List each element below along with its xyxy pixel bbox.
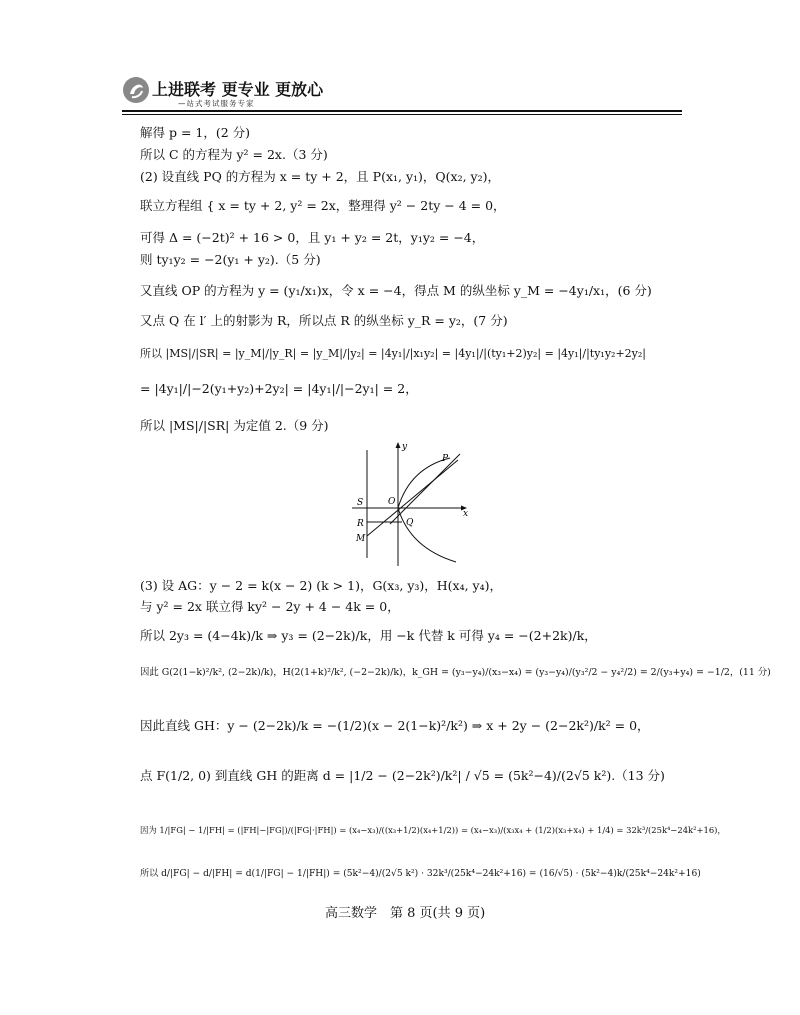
label-r: R	[357, 519, 364, 529]
solution-line: 又直线 OP 的方程为 y = (y₁/x₁)x，令 x = −4，得点 M 的纵坐标 y_M = −4y₁/x₁，(6 分)	[140, 283, 652, 298]
solution-line: 所以 d/|FG| − d/|FH| = d(1/|FG| − 1/|FH|) = (5k²−4)/(2√5 k²) · 32k³/(25k⁴−24k²+16) = (16/√5) · (5k²−4)k/(25k⁴−24k²+16)	[140, 869, 701, 879]
solution-line: 点 F(1/2, 0) 到直线 GH 的距离 d = |1/2 − (2−2k²)/k²| / √5 = (5k²−4)/(2√5 k²).（13 分)	[140, 768, 665, 783]
label-q: Q	[406, 518, 414, 528]
solution-line: 因为 1/|FG| − 1/|FH| = (|FH|−|FG|)/(|FG|·|FH|) = (x₄−x₃)/((x₃+1/2)(x₄+1/2)) = (x₄−x₃)/(x₃x₄ + (1/2)(x₃+x₄) + 1/4) = 32k³/(25k⁴−24k²+16)，	[140, 825, 726, 835]
solution-line: 因此直线 GH：y − (2−2k)/k = −(1/2)(x − 2(1−k)²/k²) ⇒ x + 2y − (2−2k²)/k² = 0，	[140, 718, 650, 733]
solution-line: 所以 2y₃ = (4−4k)/k ⇒ y₃ = (2−2k)/k，用 −k 代替 k 可得 y₄ = −(2+2k)/k，	[140, 628, 597, 643]
solution-line: 所以 C 的方程为 y² = 2x.（3 分)	[140, 147, 328, 162]
y-axis-arrow	[396, 442, 401, 448]
page-footer: 高三数学 第 8 页(共 9 页)	[325, 906, 486, 921]
solution-line: 可得 Δ = (−2t)² + 16 > 0，且 y₁ + y₂ = 2t，y₁y₂ = −4，	[140, 230, 485, 245]
solution-line: 与 y² = 2x 联立得 ky² − 2y + 4 − 4k = 0，	[140, 599, 400, 614]
solution-line: (2) 设直线 PQ 的方程为 x = ty + 2，且 P(x₁, y₁)，Q(x₂, y₂)，	[140, 169, 500, 184]
line-pq	[390, 454, 460, 524]
solution-line: = |4y₁|/|−2(y₁+y₂)+2y₂| = |4y₁|/|−2y₁| = 2，	[140, 381, 418, 396]
header-rule-thin	[122, 114, 682, 115]
slogan: —站式考试服务专家	[178, 99, 255, 108]
parabola-curve	[398, 458, 456, 562]
logo-icon	[122, 76, 150, 104]
label-o: O	[388, 497, 396, 507]
solution-line: 所以 |MS|/|SR| 为定值 2.（9 分)	[140, 418, 329, 433]
label-y: y	[402, 442, 408, 452]
label-x: x	[463, 509, 469, 519]
solution-line: 则 ty₁y₂ = −2(y₁ + y₂).（5 分)	[140, 252, 321, 267]
parabola-figure	[350, 440, 470, 570]
solution-line: 因此 G(2(1−k)²/k², (2−2k)/k)，H(2(1+k)²/k², (−2−2k)/k)，k_GH = (y₃−y₄)/(x₃−x₄) = (y₃−y₄)/(y₃²/2 − y₄²/2) = 2/(y₃+y₄) = −1/2，(11 分)	[140, 667, 771, 678]
label-s: S	[357, 498, 364, 508]
brand-text: 上进联考 更专业 更放心	[152, 80, 324, 99]
solution-line: 又点 Q 在 l′ 上的射影为 R，所以点 R 的纵坐标 y_R = y₂，(7 分)	[140, 313, 508, 328]
solution-line: 联立方程组 { x = ty + 2, y² = 2x，整理得 y² − 2ty − 4 = 0，	[140, 198, 506, 213]
solution-line: 解得 p = 1，(2 分)	[140, 125, 251, 140]
label-p: P	[442, 454, 449, 464]
solution-line: 所以 |MS|/|SR| = |y_M|/|y_R| = |y_M|/|y₂| = |4y₁|/|x₁y₂| = |4y₁|/|(ty₁+2)y₂| = |4y₁|/|ty₁y₂+2y₂|	[140, 347, 646, 360]
solution-line: (3) 设 AG：y − 2 = k(x − 2) (k > 1)，G(x₃, y₃)，H(x₄, y₄)，	[140, 578, 502, 593]
header-rule	[122, 110, 682, 112]
label-m: M	[356, 534, 366, 544]
